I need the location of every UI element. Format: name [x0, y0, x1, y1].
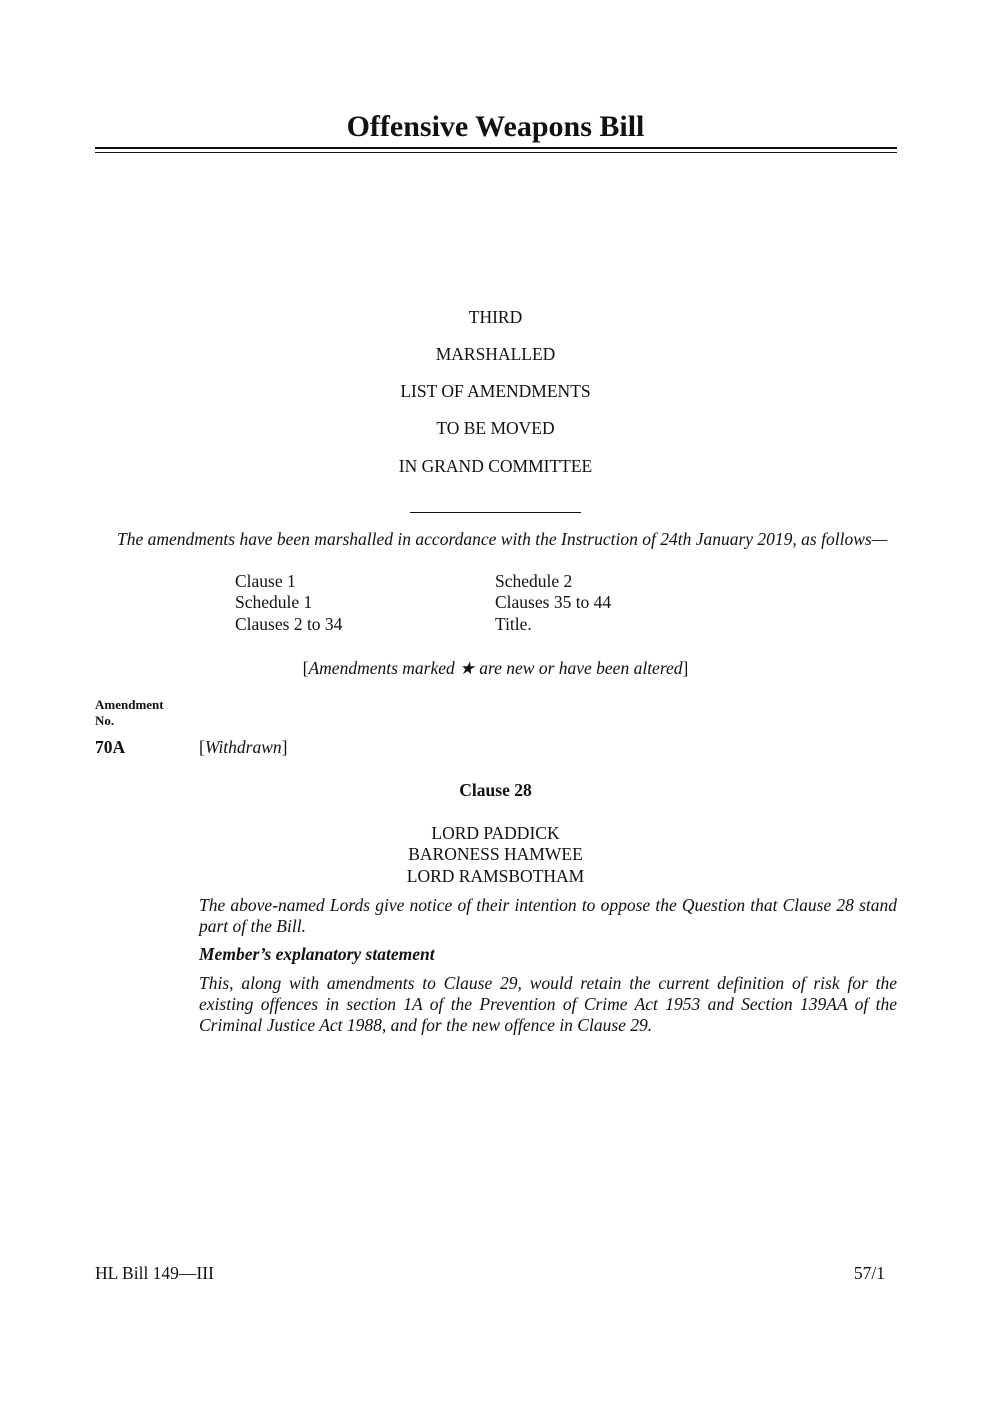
heading-line: THIRD [468, 307, 523, 327]
member-name: LORD RAMSBOTHAM [406, 866, 585, 886]
bracket-open: [ [302, 658, 309, 678]
notice-paragraph: The above-named Lords give notice of their intention to oppose the Question that Clause 28 stand part of the Bill. [199, 895, 897, 936]
member-name: LORD PADDICK [431, 823, 560, 843]
statement-paragraph: This, along with amendments to Clause 29, would retain the current definition of risk for the existing offences in section 1A of the Prevention of Crime Act 1953 and Section 139AA of the Criminal Justice Act 1988, and for the new offence in Clause 29. [199, 973, 897, 1035]
heading-line: TO BE MOVED [436, 418, 555, 438]
separator-rule [410, 512, 581, 513]
statement-heading: Member’s explanatory statement [199, 944, 435, 964]
heading-line: MARSHALLED [435, 344, 556, 364]
title-rule-top [95, 147, 897, 149]
intro-paragraph: The amendments have been marshalled in accordance with the Instruction of 24th January 2019, as follows— [117, 529, 888, 549]
member-name: BARONESS HAMWEE [408, 844, 583, 864]
amendment-number: 70A [95, 737, 126, 757]
footer-page-ref: 57/1 [853, 1263, 885, 1283]
footer-bill-number: HL Bill 149—III [95, 1263, 214, 1283]
title-rule-bottom [95, 152, 897, 153]
withdrawn-text: Withdrawn [204, 737, 282, 757]
order-item: Clause 1 [235, 571, 296, 591]
clause-heading: Clause 28 [459, 780, 532, 800]
order-item: Schedule 2 [495, 571, 573, 591]
document-title: Offensive Weapons Bill [346, 110, 645, 143]
order-item: Clauses 35 to 44 [495, 592, 612, 612]
heading-line: IN GRAND COMMITTEE [398, 456, 593, 476]
star-note [0, 658, 991, 679]
column-header-amendment: Amendment [95, 697, 164, 712]
bracket-close: ] [682, 658, 689, 678]
heading-line: LIST OF AMENDMENTS [400, 381, 591, 401]
amendment-status: [Withdrawn] [199, 737, 288, 757]
star-note-text: Amendments marked ★ are new or have been altered [308, 658, 683, 678]
order-item: Schedule 1 [235, 592, 313, 612]
order-item: Clauses 2 to 34 [235, 614, 343, 634]
column-header-no: No. [95, 713, 115, 728]
order-item: Title. [495, 614, 532, 634]
